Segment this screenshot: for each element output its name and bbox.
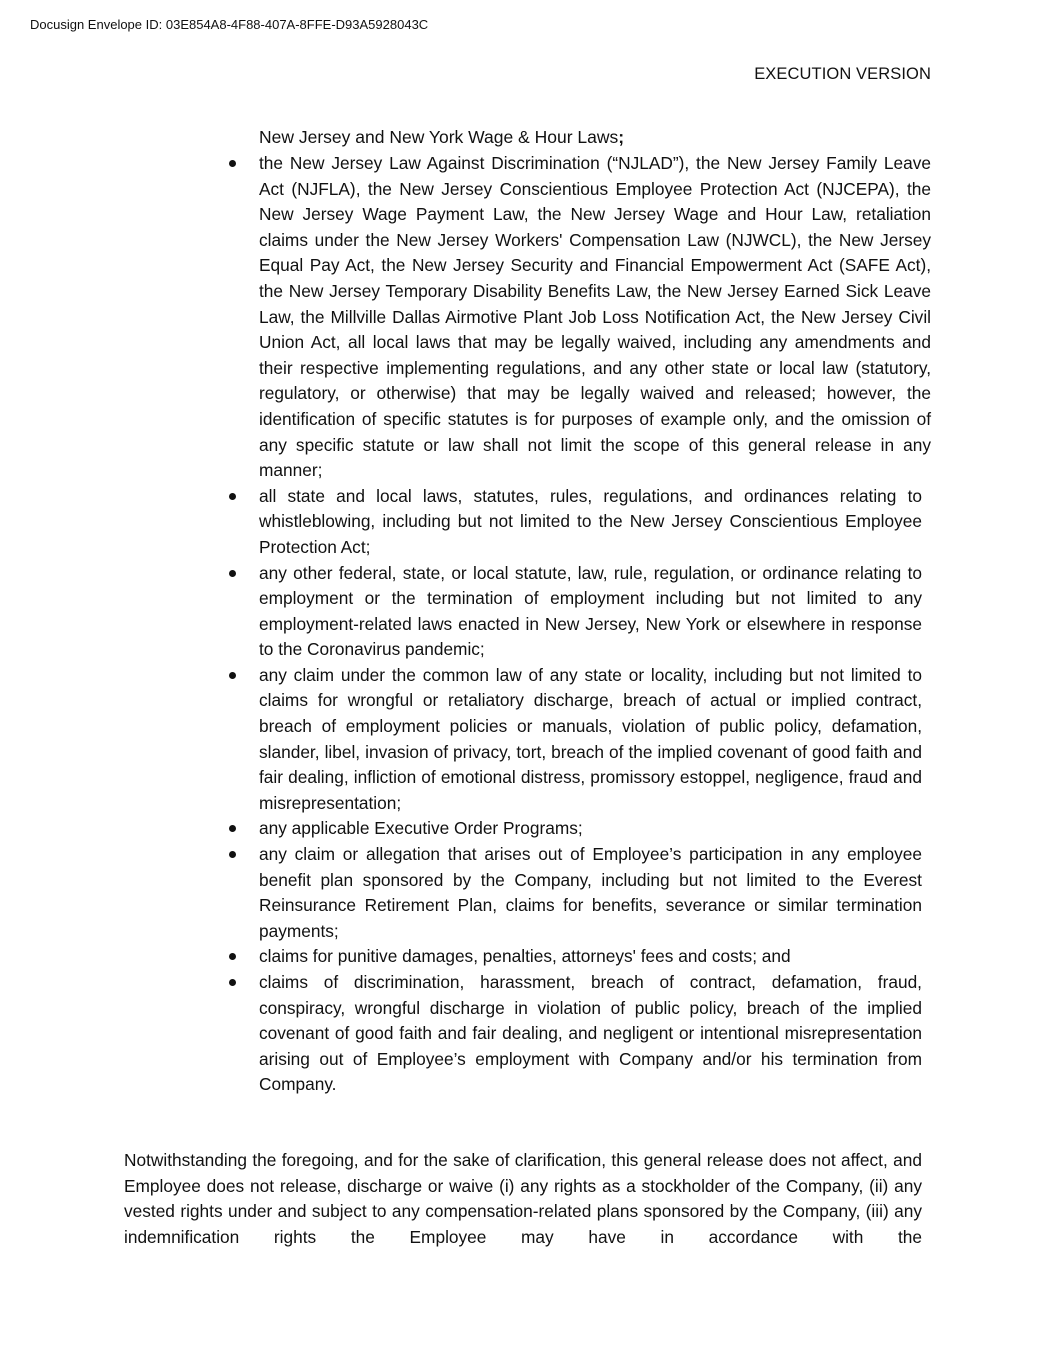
notwithstanding-paragraph: Notwithstanding the foregoing, and for the sake of clarification, this general release does not affect, and Employee does not release, discharge or waive (i) any rights as a stockholder of the Company, (ii) any vested rights under and subject to any compensation-related plans sponsored by the Company, (iii) any indemnification rights the Employee may have in accordance with the [124,1150,922,1248]
list-item-text: all state and local laws, statutes, rules, regulations, and ordinances relating to whistleblowing, including but not limited to the New Jersey Conscientious Employee Protection Act; [259,485,922,557]
execution-version-label: EXECUTION VERSION [754,65,931,83]
release-claims-list [225,151,931,1098]
continued-list-text: New Jersey and New York Wage & Hour Laws [259,127,619,147]
list-item [225,842,922,944]
bullet-icon [229,570,236,577]
bullet-icon [229,493,236,500]
bullet-icon [229,851,236,858]
list-item [225,561,922,663]
list-item [225,970,922,1098]
list-item-text: any claim or allegation that arises out of Employee’s participation in any employee benefit plan sponsored by the Company, including but not limited to the Everest Reinsurance Retirement Plan, claims for benefits, severance or similar termination payments; [259,844,922,941]
bullet-icon [229,953,236,960]
list-item-text: the New Jersey Law Against Discrimination (“NJLAD”), the New Jersey Family Leave Act (NJFLA), the New Jersey Conscientious Employee Protection Act (NJCEPA), the New Jersey Wage Payment Law, the New Jersey Wage and Hour Law, retaliation claims under the New Jersey Workers' Compensation Law (NJWCL), the New Jersey Equal Pay Act, the New Jersey Security and Financial Empowerment Act (SAFE Act), the New Jersey Temporary Disability Benefits Law, the New Jersey Earned Sick Leave Law, the Millville Dallas Airmotive Plant Job Loss Notification Act, the New Jersey Civil Union Act, all local laws that may be legally waived, including any amendments and their respective implementing regulations, and any other state or local law (statutory, regulatory, or otherwise) that may be legally waived and released; however, the identification of specific statutes is for purposes of example only, and the omission of any specific statute or law shall not limit the scope of this general release in any manner; [259,153,931,481]
docusign-envelope-id: Docusign Envelope ID: 03E854A8-4F88-407A-8FFE-D93A5928043C [30,17,429,32]
continued-list-line [259,126,624,148]
bullet-icon [229,672,236,679]
list-item-text: claims of discrimination, harassment, breach of contract, defamation, fraud, conspiracy, wrongful discharge in violation of public policy, breach of the implied covenant of good faith and fair dealing, and negligent or intentional misrepresentation arising out of Employee’s employment with Company and/or his termination from Company. [259,972,922,1095]
bullet-icon [229,160,236,167]
list-item [225,944,922,970]
bullet-icon [229,979,236,986]
list-item [225,151,931,484]
list-item [225,484,922,561]
continued-list-semicolon: ; [618,127,625,147]
bullet-icon [229,825,236,832]
list-item-text: claims for punitive damages, penalties, attorneys' fees and costs; and [259,946,791,967]
list-item-text: any applicable Executive Order Programs; [259,818,583,839]
list-item [225,816,922,842]
list-item [225,663,922,817]
list-item-text: any other federal, state, or local statute, law, rule, regulation, or ordinance relating to employment or the termination of employment including but not limited to any employment-related laws enacted in New Jersey, New York or elsewhere in response to the Coronavirus pandemic; [259,562,922,660]
list-item-text: any claim under the common law of any state or locality, including but not limited to claims for wrongful or retaliatory discharge, breach of actual or implied contract, breach of employment policies or manuals, violation of public policy, defamation, slander, libel, invasion of privacy, tort, breach of the implied covenant of good faith and fair dealing, infliction of emotional distress, promissory estoppel, negligence, fraud and misrepresentation; [259,664,922,813]
